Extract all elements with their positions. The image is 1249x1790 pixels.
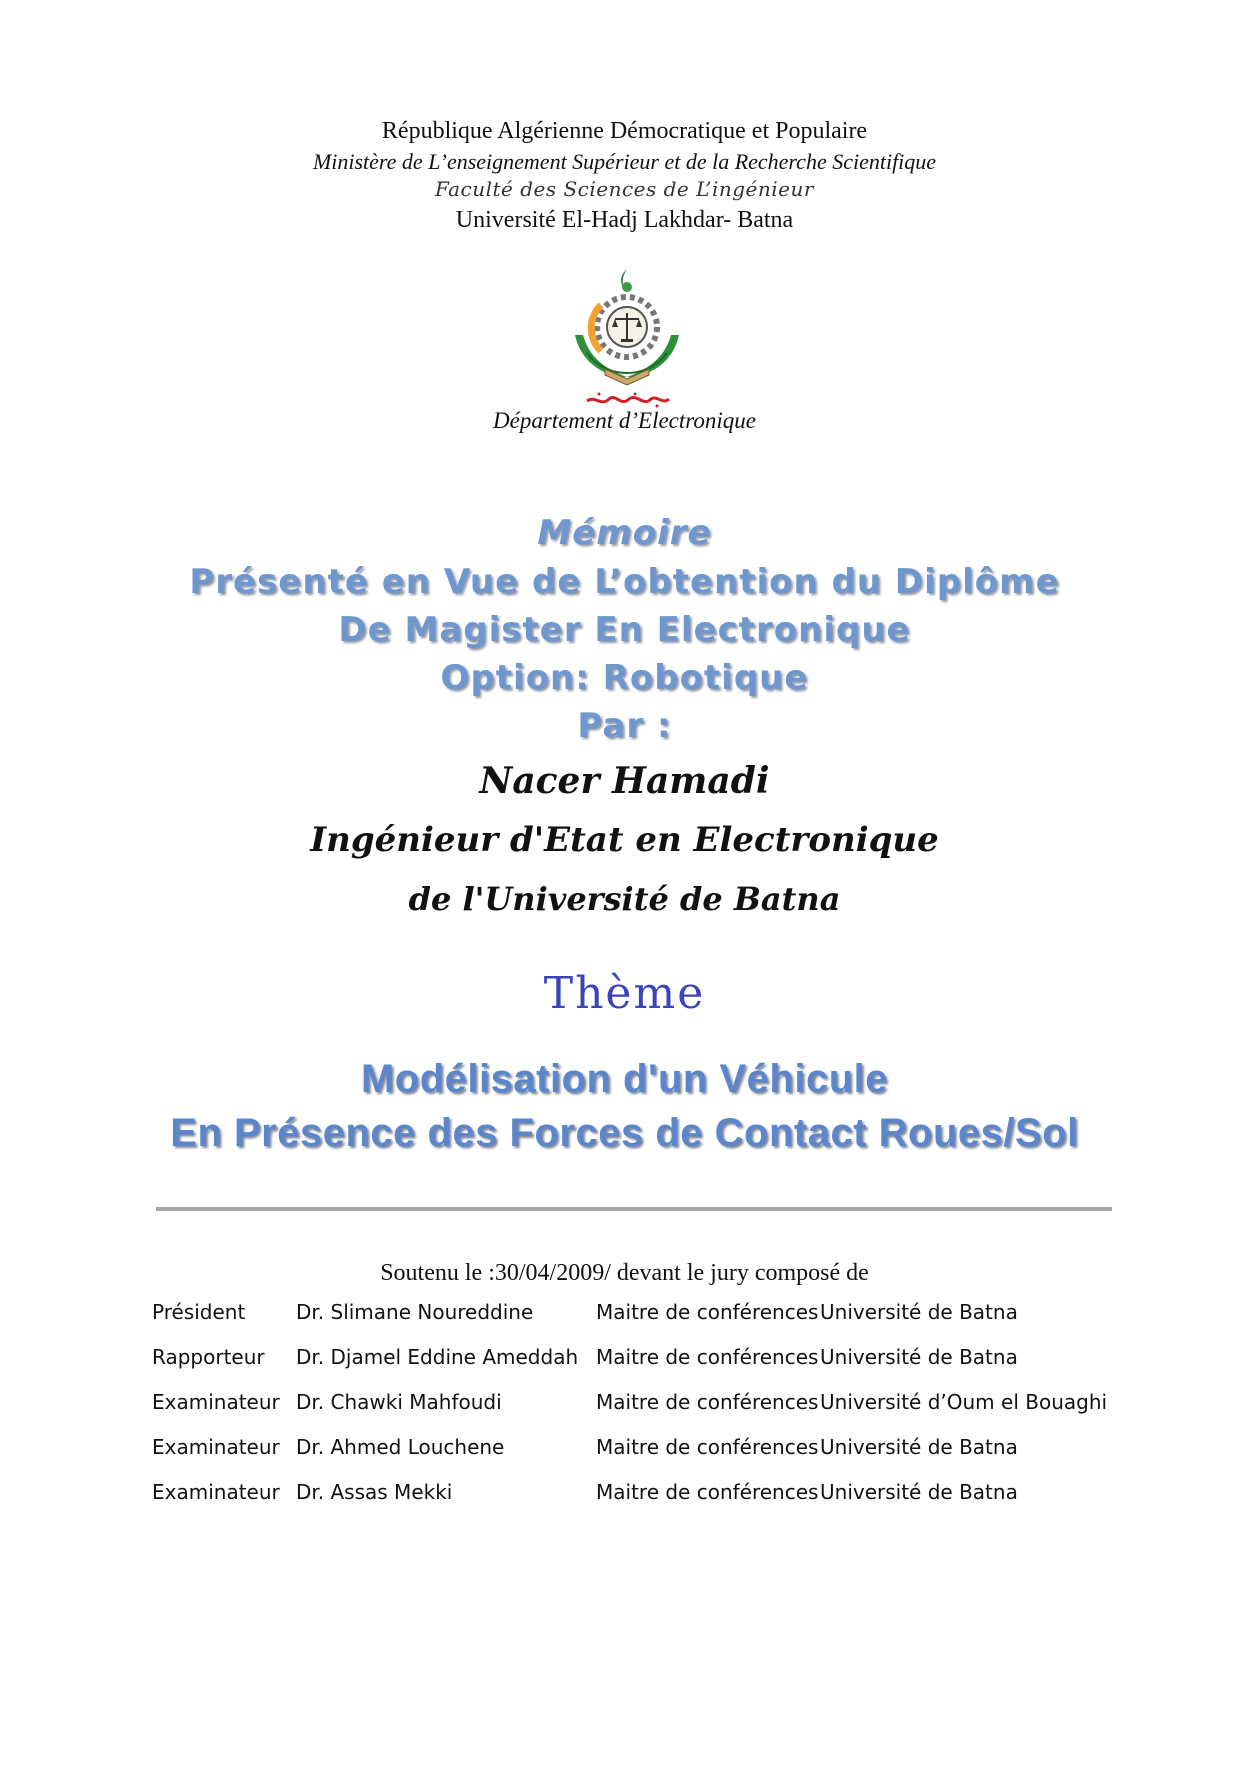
author-origin: de l'Université de Batna: [408, 880, 841, 918]
header-faculty: Faculté des Sciences de L’ingénieur: [435, 177, 814, 201]
thesis-title-line1: Modélisation d'un Véhicule: [360, 1057, 888, 1101]
header-republic: République Algérienne Démocratique et Populaire: [381, 118, 868, 144]
jury-row: [0, 1435, 1249, 1465]
horizontal-divider: [156, 1207, 1112, 1211]
department-name: Département d’Electronique: [493, 408, 756, 433]
jury-role: Examinateur: [152, 1480, 280, 1504]
theme-label: Thème: [543, 968, 706, 1019]
memoir-option: Option: Robotique: [440, 658, 809, 698]
jury-row: [0, 1480, 1249, 1510]
jury-university: Université de Batna: [820, 1300, 1018, 1324]
jury-role: Examinateur: [152, 1435, 280, 1459]
jury-university: Université de Batna: [820, 1480, 1018, 1504]
jury-grade: Maitre de conférences: [596, 1345, 819, 1369]
jury-university: Université d’Oum el Bouaghi: [820, 1390, 1108, 1414]
jury-member-name: Dr. Djamel Eddine Ameddah: [296, 1345, 579, 1369]
jury-row: [0, 1300, 1249, 1330]
jury-role: Examinateur: [152, 1390, 280, 1414]
jury-grade: Maitre de conférences: [596, 1300, 819, 1324]
header-university: Université El-Hadj Lakhdar- Batna: [455, 207, 794, 233]
memoir-by: Par :: [577, 706, 672, 746]
jury-grade: Maitre de conférences: [596, 1480, 819, 1504]
university-emblem-icon: [565, 265, 689, 413]
jury-university: Université de Batna: [820, 1435, 1018, 1459]
memoir-title: Mémoire: [537, 513, 712, 553]
jury-member-name: Dr. Ahmed Louchene: [296, 1435, 505, 1459]
jury-grade: Maitre de conférences: [596, 1435, 819, 1459]
jury-member-name: Dr. Assas Mekki: [296, 1480, 453, 1504]
jury-role: Rapporteur: [152, 1345, 265, 1369]
jury-row: [0, 1345, 1249, 1375]
author-title: Ingénieur d'Etat en Electronique: [310, 820, 939, 860]
defense-statement: Soutenu le :30/04/2009/ devant le jury composé de: [380, 1260, 869, 1286]
jury-grade: Maitre de conférences: [596, 1390, 819, 1414]
jury-role: Président: [152, 1300, 246, 1324]
memoir-degree: De Magister En Electronique: [338, 610, 911, 650]
memoir-presented: Présenté en Vue de L’obtention du Diplôme: [189, 562, 1060, 602]
jury-member-name: Dr. Slimane Noureddine: [296, 1300, 534, 1324]
header-ministry: Ministère de L’enseignement Supérieur et de la Recherche Scientifique: [312, 149, 937, 174]
jury-member-name: Dr. Chawki Mahfoudi: [296, 1390, 502, 1414]
thesis-title-line2: En Présence des Forces de Contact Roues/Sol: [170, 1111, 1079, 1155]
author-name: Nacer Hamadi: [479, 760, 770, 802]
jury-row: [0, 1390, 1249, 1420]
jury-university: Université de Batna: [820, 1345, 1018, 1369]
